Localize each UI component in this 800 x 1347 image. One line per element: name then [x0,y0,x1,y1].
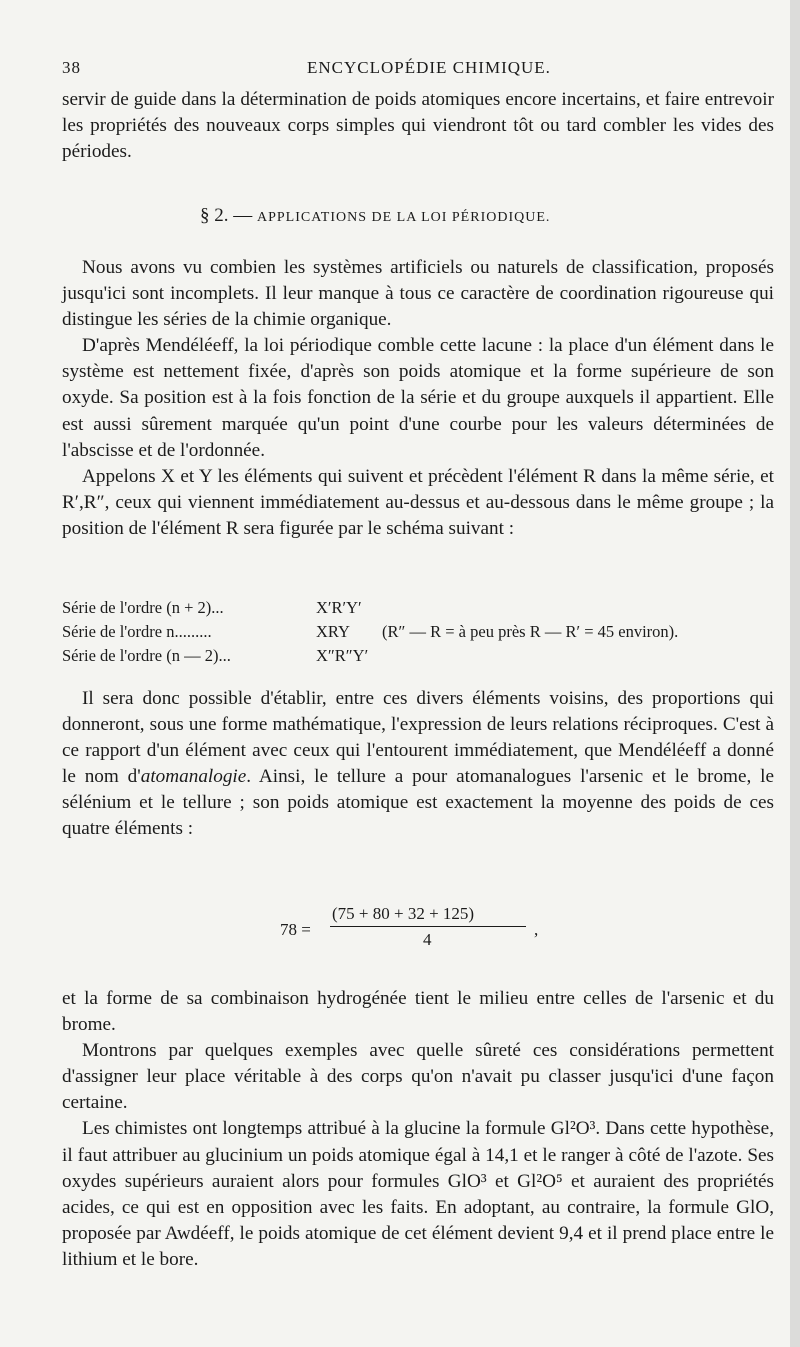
schema-row [62,620,782,644]
formula-lhs: 78 = [280,920,311,939]
schema-row-label: Série de l'ordre n......... [62,622,212,641]
paragraph-schema-intro: Appelons X et Y les éléments qui suivent et précèdent l'élément R dans la même série, et R′,R″, ceux qui viennent immédiatement au-dessus et au-dessous dans le même groupe ; la position de l'élément R sera figurée par le schéma suivant : [62,465,774,539]
paragraph-classification: Nous avons vu combien les systèmes artificiels ou naturels de classification, proposés jusqu'ici sont incomplets. Il leur manque à tous ce caractère de coordination rigoureuse qui distingue les séries de la chimie organique. [62,257,774,331]
formula-numerator: (75 + 80 + 32 + 125) [332,904,475,923]
text-block-atomanalogie [62,686,774,843]
paragraph-atomanalogie-tail: . Ainsi, le tellure a pour atomanalogues l'arsenic et le brome, le sélénium et le tellure ; son poids atomique est exactement la moyenne des poids de ces quatre éléments : [62,766,774,840]
fraction-bar [330,926,526,927]
tellurium-formula [280,900,580,960]
schema-row-label: Série de l'ordre (n + 2)... [62,598,224,617]
paragraph-mendeleeff: D'après Mendéléeff, la loi périodique comble cette lacune : la place d'un élément dans le système est nettement fixée, d'après son poids atomique et la forme supérieure de son oxyde. Sa position est à la fois fonction de la série et du groupe auxquels il appartient. Elle est aussi sûrement marquée qu'un point d'une courbe pour les valeurs déterminées de l'abscisse et de l'ordonnée. [62,335,774,461]
text-block-top [62,87,774,165]
paragraph-hydrogen-compound: et la forme de sa combinaison hydrogénée tient le milieu entre celles de l'arsenic et du brome. [62,988,774,1036]
schema-row-value: XRY [316,622,350,641]
paragraph-intro-continued: servir de guide dans la détermination de poids atomiques encore incertains, et faire entrevoir les propriétés des nouveaux corps simples qui viendront tôt ou tard combler les vides des périodes. [62,89,774,163]
paragraph-atomanalogie [62,686,774,843]
formula-denominator: 4 [423,930,432,949]
schema-row-value: X′R′Y′ [316,598,362,617]
text-block-middle [62,255,774,542]
paragraph-examples: Montrons par quelques exemples avec quelle sûreté ces considérations permettent d'assigner leur place véritable à des corps qu'on n'avait pu classer jusqu'ici d'une façon certaine. [62,1040,774,1114]
schema-row-note: (R″ — R = à peu près R — R′ = 45 environ). [382,622,679,641]
text-block-bottom [62,986,774,1273]
paragraph-glucine: Les chimistes ont longtemps attribué à la glucine la formule Gl²O³. Dans cette hypothèse, il faut attribuer au glucinium un poids atomique égal à 14,1 et le ranger à côté de l'azote. Ses oxydes supérieurs auraient alors pour formules GlO³ et Gl²O⁵ et auraient des propriétés acides, ce qui est en opposition avec les faits. En adoptant, au contraire, la formule GlO, proposée par Awdéeff, le poids atomique de cet élément devient 9,4 et il prend place entre le lithium et le bore. [62,1118,774,1270]
term-atomanalogie: atomanalogie [140,766,247,788]
schema-row [62,596,782,620]
schema-row-label: Série de l'ordre (n — 2)... [62,646,231,665]
section-title: APPLICATIONS DE LA LOI PÉRIODIQUE. [257,210,551,225]
section-number: § 2. — [200,205,253,226]
section-heading [200,205,550,227]
element-schema [62,596,782,668]
schema-row [62,644,782,668]
page-number: 38 [62,58,81,77]
schema-row-value: X″R″Y′ [316,646,369,665]
paragraph-atomanalogie-text: Il sera donc possible d'établir, entre ces divers éléments voisins, des proportions qui donneront, sous une forme mathématique, l'expression de leurs relations réciproques. C'est à ce rapport d'un élément avec ceux qui l'entourent immédiatement, que Mendéléeff a donné le nom d' [62,688,774,788]
running-header [62,58,774,82]
running-title: ENCYCLOPÉDIE CHIMIQUE. [307,58,551,77]
formula-comma: , [534,920,539,939]
page-edge-shadow [790,0,800,1347]
